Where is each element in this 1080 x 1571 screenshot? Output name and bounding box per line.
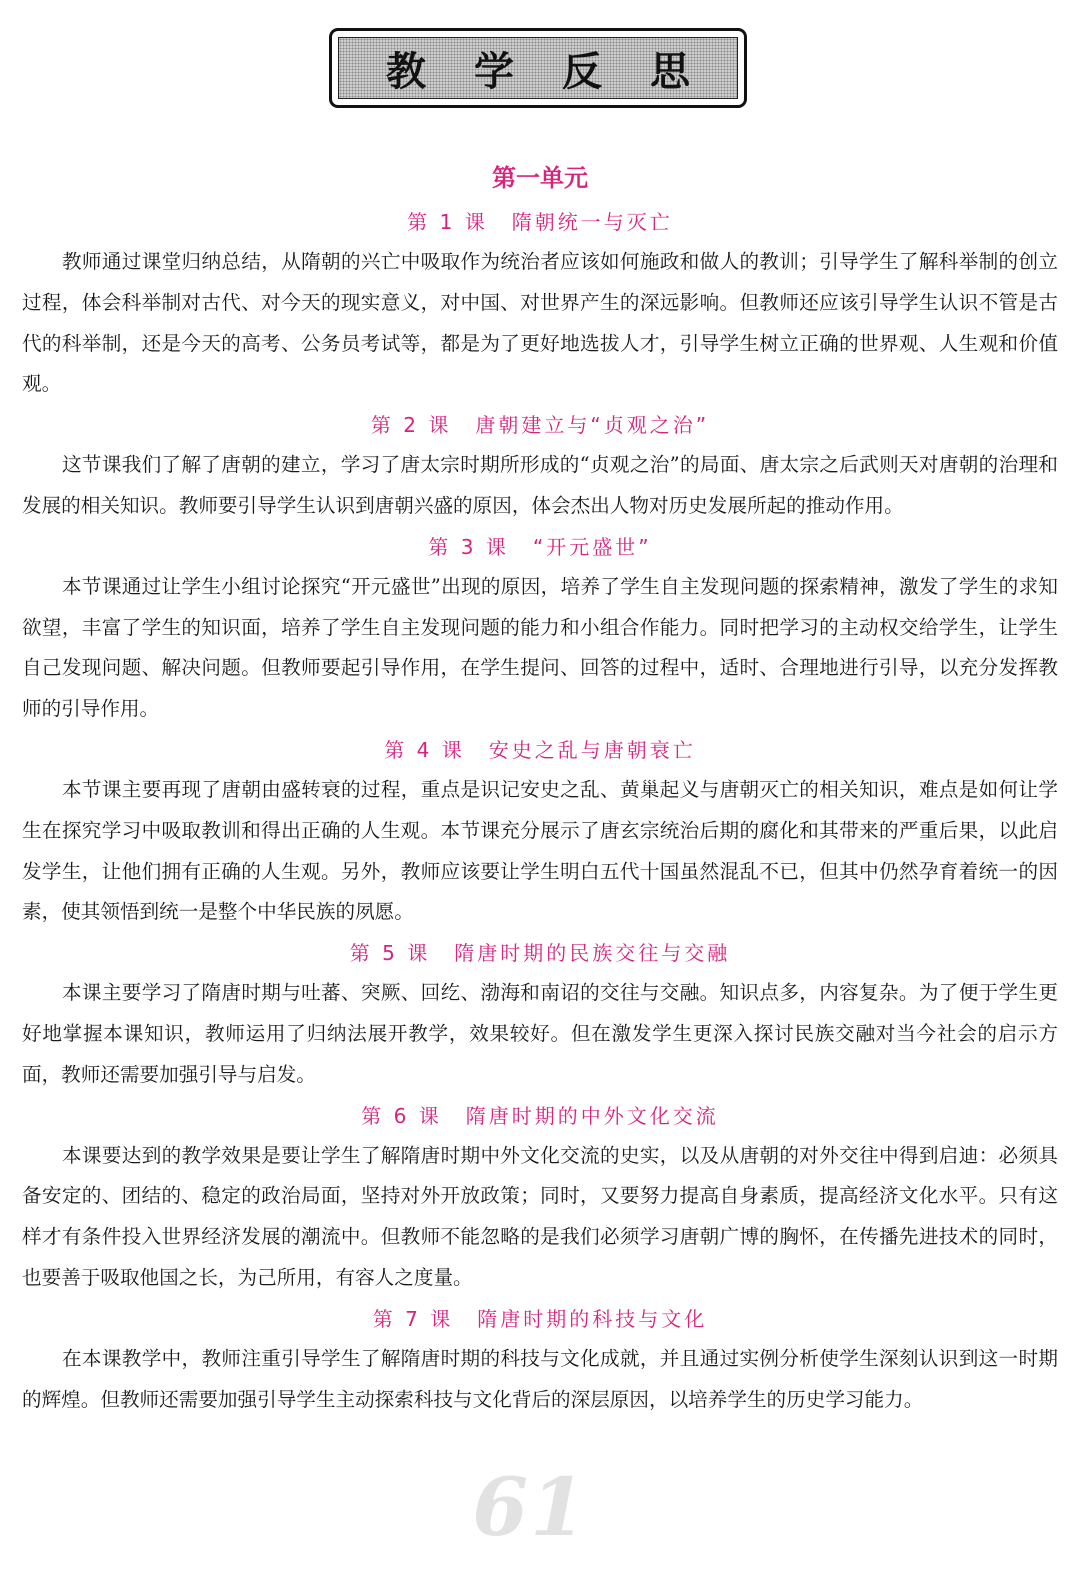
lesson-list [22,202,1058,1420]
lesson-heading [22,730,1058,770]
lesson-heading [22,933,1058,973]
page-number: 61 [472,1460,588,1554]
lesson-section [22,1096,1058,1299]
lesson-number: 第 2 课 [370,413,452,438]
lesson-section [22,202,1058,405]
lesson-heading [22,1096,1058,1136]
title-frame [329,28,747,108]
page-title: 教学反思 [386,48,738,95]
lesson-number: 第 6 课 [361,1103,442,1128]
lesson-body: 这节课我们了解了唐朝的建立，学习了唐太宗时期所形成的“贞观之治”的局面、唐太宗之后武则天对唐朝的治理和发展的相关知识。教师要引导学生认识到唐朝兴盛的原因，体会杰出人物对历史发展所起的推动作用。 [22,453,1058,517]
lesson-number: 第 4 课 [384,737,465,762]
lesson-heading [22,202,1058,242]
lesson-name: 安史之乱与唐朝衰亡 [488,737,696,762]
lesson-section [22,405,1058,527]
lesson-body: 教师通过课堂归纳总结，从隋朝的兴亡中吸取作为统治者应该如何施政和做人的教训；引导学生了解科举制的创立过程，体会科举制对古代、对今天的现实意义，对中国、对世界产生的深远影响。但教师还应该引导学生认识不管是古代的科举制，还是今天的高考、公务员考试等，都是为了更好地选拔人才，引导学生树立正确的世界观、人生观和价值观。 [22,250,1058,396]
lesson-name: “开元盛世” [532,534,652,559]
lesson-section [22,730,1058,933]
lesson-body: 本节课通过让学生小组讨论探究“开元盛世”出现的原因，培养了学生自主发现问题的探索精神，激发了学生的求知欲望，丰富了学生的知识面，培养了学生自主发现问题的能力和小组合作能力。同时把学习的主动权交给学生，让学生自己发现问题、解决问题。但教师要起引导作用，在学生提问、回答的过程中，适时、合理地进行引导，以充分发挥教师的引导作用。 [22,574,1058,721]
lesson-name: 隋唐时期的科技与文化 [477,1306,708,1331]
lesson-name: 隋唐时期的民族交往与交融 [454,941,731,966]
lesson-section [22,1299,1058,1421]
lesson-number: 第 7 课 [372,1306,454,1331]
lesson-heading [22,527,1058,567]
lesson-number: 第 3 课 [428,534,509,559]
lesson-body: 在本课教学中，教师注重引导学生了解隋唐时期的科技与文化成就，并且通过实例分析使学生深刻认识到这一时期的辉煌。但教师还需要加强引导学生主动探索科技与文化背后的深层原因，以培养学生的历史学习能力。 [22,1346,1058,1411]
lesson-heading [22,1299,1058,1339]
lesson-name: 唐朝建立与“贞观之治” [475,413,710,438]
lesson-section [22,933,1058,1095]
title-panel [338,37,738,99]
lesson-number: 第 5 课 [349,941,431,966]
lesson-body: 本课要达到的教学效果是要让学生了解隋唐时期中外文化交流的史实，以及从唐朝的对外交往中得到启迪：必须具备安定的、团结的、稳定的政治局面，坚持对外开放政策；同时，又要努力提高自身素质，提高经济文化水平。只有这样才有条件投入世界经济发展的潮流中。但教师不能忽略的是我们必须学习唐朝广博的胸怀，在传播先进技术的同时，也要善于吸取他国之长，为己所用，有容人之度量。 [22,1143,1058,1289]
lesson-name: 隋唐时期的中外文化交流 [465,1103,719,1128]
lesson-name: 隋朝统一与灭亡 [511,210,673,234]
lesson-body: 本课主要学习了隋唐时期与吐蕃、突厥、回纥、渤海和南诏的交往与交融。知识点多，内容复杂。为了便于学生更好地掌握本课知识，教师运用了归纳法展开教学，效果较好。但在激发学生更深入探讨民族交融对当今社会的启示方面，教师还需要加强引导与启发。 [22,981,1058,1086]
lesson-section [22,527,1058,730]
lesson-number: 第 1 课 [407,210,488,234]
lesson-body: 本节课主要再现了唐朝由盛转衰的过程，重点是识记安史之乱、黄巢起义与唐朝灭亡的相关知识，难点是如何让学生在探究学习中吸取教训和得出正确的人生观。本节课充分展示了唐玄宗统治后期的腐化和其带来的严重后果，以此启发学生，让他们拥有正确的人生观。另外，教师应该要让学生明白五代十国虽然混乱不已，但其中仍然孕育着统一的因素，使其领悟到统一是整个中华民族的夙愿。 [22,777,1058,924]
unit-title: 第一单元 [492,164,588,192]
lesson-heading [22,405,1058,445]
